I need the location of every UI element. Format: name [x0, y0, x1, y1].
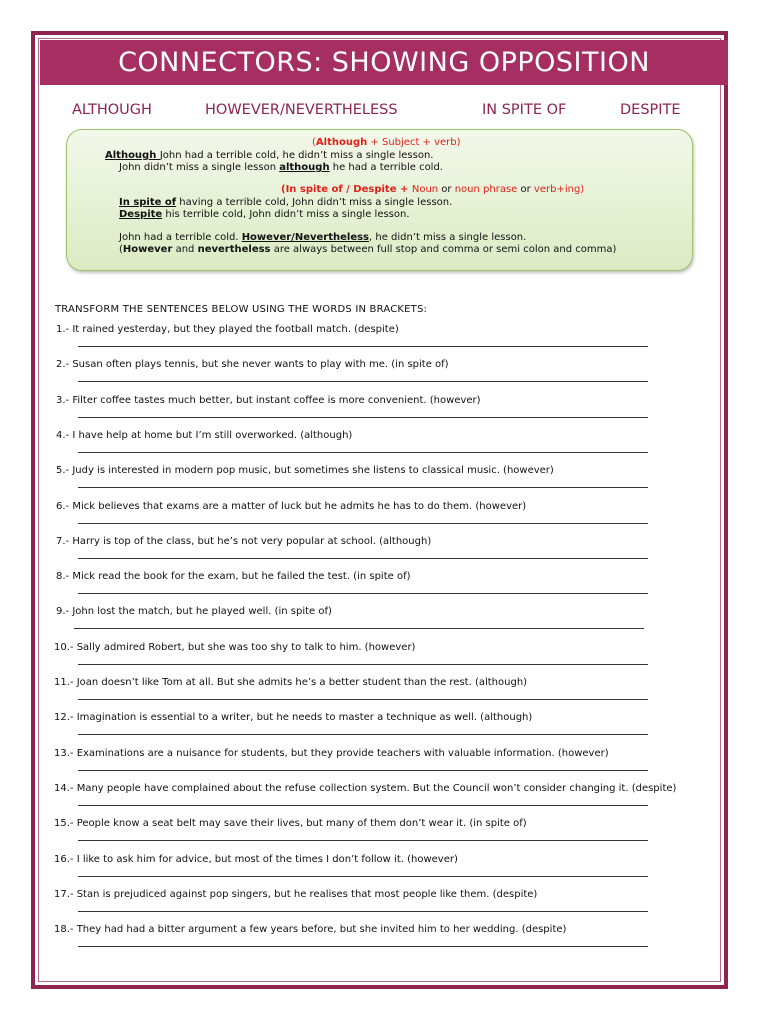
answer-line[interactable] — [78, 452, 648, 453]
exercise-sentence: 10.- Sally admired Robert, but she was too shy to talk to him. (however) — [54, 641, 416, 653]
exercise-item — [0, 536, 768, 571]
connector-although: ALTHOUGH — [72, 102, 152, 118]
exercise-item — [0, 465, 768, 500]
exercise-item — [0, 642, 768, 677]
exercise-item — [0, 606, 768, 641]
exercise-item — [0, 712, 768, 747]
exercise-item — [0, 854, 768, 889]
answer-line[interactable] — [78, 734, 648, 735]
answer-line[interactable] — [78, 487, 648, 488]
answer-line[interactable] — [78, 417, 648, 418]
example-5: John had a terrible cold. However/Nevertheless, he didn’t miss a single lesson. — [119, 232, 527, 243]
exercise-sentence: 1.- It rained yesterday, but they played the football match. (despite) — [56, 324, 399, 335]
exercise-sentence: 3.- Filter coffee tastes much better, but instant coffee is more convenient. (however) — [56, 394, 481, 406]
answer-line[interactable] — [78, 699, 648, 700]
answer-line[interactable] — [78, 946, 648, 947]
exercise-item — [0, 818, 768, 853]
however-nevertheless-note: (However and nevertheless are always between full stop and comma or semi colon and comma) — [119, 244, 617, 255]
rule-in-spite-of-despite-formula: (In spite of / Despite + Noun or noun phrase or verb+ing) — [281, 184, 585, 195]
exercise-sentence: 4.- I have help at home but I’m still overworked. (although) — [56, 429, 353, 441]
answer-line[interactable] — [78, 381, 648, 382]
answer-line[interactable] — [78, 805, 648, 806]
grammar-rules-box — [66, 129, 693, 271]
exercise-sentence: 2.- Susan often plays tennis, but she never wants to play with me. (in spite of) — [56, 359, 449, 371]
answer-line[interactable] — [78, 840, 648, 841]
exercise-sentence: 9.- John lost the match, but he played well. (in spite of) — [56, 606, 332, 618]
exercise-sentence: 11.- Joan doesn’t like Tom at all. But she admits he’s a better student than the rest. (although) — [54, 677, 528, 688]
instructions: TRANSFORM THE SENTENCES BELOW USING THE WORDS IN BRACKETS: — [55, 304, 428, 315]
exercise-item — [0, 571, 768, 606]
answer-line[interactable] — [78, 770, 648, 771]
answer-line[interactable] — [78, 664, 648, 665]
exercise-item — [0, 501, 768, 536]
exercise-item — [0, 430, 768, 465]
answer-line[interactable] — [78, 876, 648, 877]
page-title: CONNECTORS: SHOWING OPPOSITION — [40, 40, 728, 85]
exercise-item — [0, 359, 768, 394]
exercise-item — [0, 889, 768, 924]
example-3: In spite of having a terrible cold, John didn’t miss a single lesson. — [119, 197, 453, 208]
exercise-sentence: 12.- Imagination is essential to a writer, but he needs to master a technique as well. (although) — [54, 712, 533, 724]
exercise-sentence: 17.- Stan is prejudiced against pop singers, but he realises that most people like them. (despite) — [54, 888, 538, 900]
example-4: Despite his terrible cold, John didn’t miss a single lesson. — [119, 209, 410, 220]
exercise-sentence: 14.- Many people have complained about the refuse collection system. But the Council won’t consider changing it. (despite) — [54, 782, 677, 794]
exercise-sentence: 8.- Mick read the book for the exam, but he failed the test. (in spite of) — [56, 571, 411, 583]
answer-line[interactable] — [78, 593, 648, 594]
exercise-sentence: 7.- Harry is top of the class, but he’s not very popular at school. (although) — [56, 535, 432, 547]
exercise-sentence: 13.- Examinations are a nuisance for students, but they provide teachers with valuable information. (however) — [54, 747, 609, 759]
exercise-sentence: 16.- I like to ask him for advice, but most of the times I don’t follow it. (however) — [54, 853, 458, 865]
exercise-item — [0, 324, 768, 359]
connector-despite: DESPITE — [620, 102, 681, 118]
answer-line[interactable] — [74, 628, 644, 629]
exercise-item — [0, 748, 768, 783]
exercise-item — [0, 783, 768, 818]
exercise-item — [0, 677, 768, 712]
exercise-sentence: 15.- People know a seat belt may save their lives, but many of them don’t wear it. (in spite of) — [54, 818, 527, 830]
exercise-sentence: 5.- Judy is interested in modern pop music, but sometimes she listens to classical music. (however) — [56, 465, 554, 477]
rule-although-formula: (Although + Subject + verb) — [312, 137, 461, 148]
answer-line[interactable] — [78, 346, 648, 347]
exercise-item — [0, 395, 768, 430]
answer-line[interactable] — [78, 911, 648, 912]
answer-line[interactable] — [78, 558, 648, 559]
connector-however-nevertheless: HOWEVER/NEVERTHELESS — [205, 102, 398, 118]
answer-line[interactable] — [78, 523, 648, 524]
example-1: Although John had a terrible cold, he didn’t miss a single lesson. — [105, 150, 434, 161]
exercise-sentence: 6.- Mick believes that exams are a matter of luck but he admits he has to do them. (however) — [56, 500, 527, 512]
connector-in-spite-of: IN SPITE OF — [482, 102, 567, 118]
example-2: John didn’t miss a single lesson although he had a terrible cold. — [119, 162, 443, 173]
exercise-item — [0, 924, 768, 959]
connector-list — [0, 102, 768, 122]
exercise-sentence: 18.- They had had a bitter argument a few years before, but she invited him to her wedding. (despite) — [54, 924, 567, 936]
